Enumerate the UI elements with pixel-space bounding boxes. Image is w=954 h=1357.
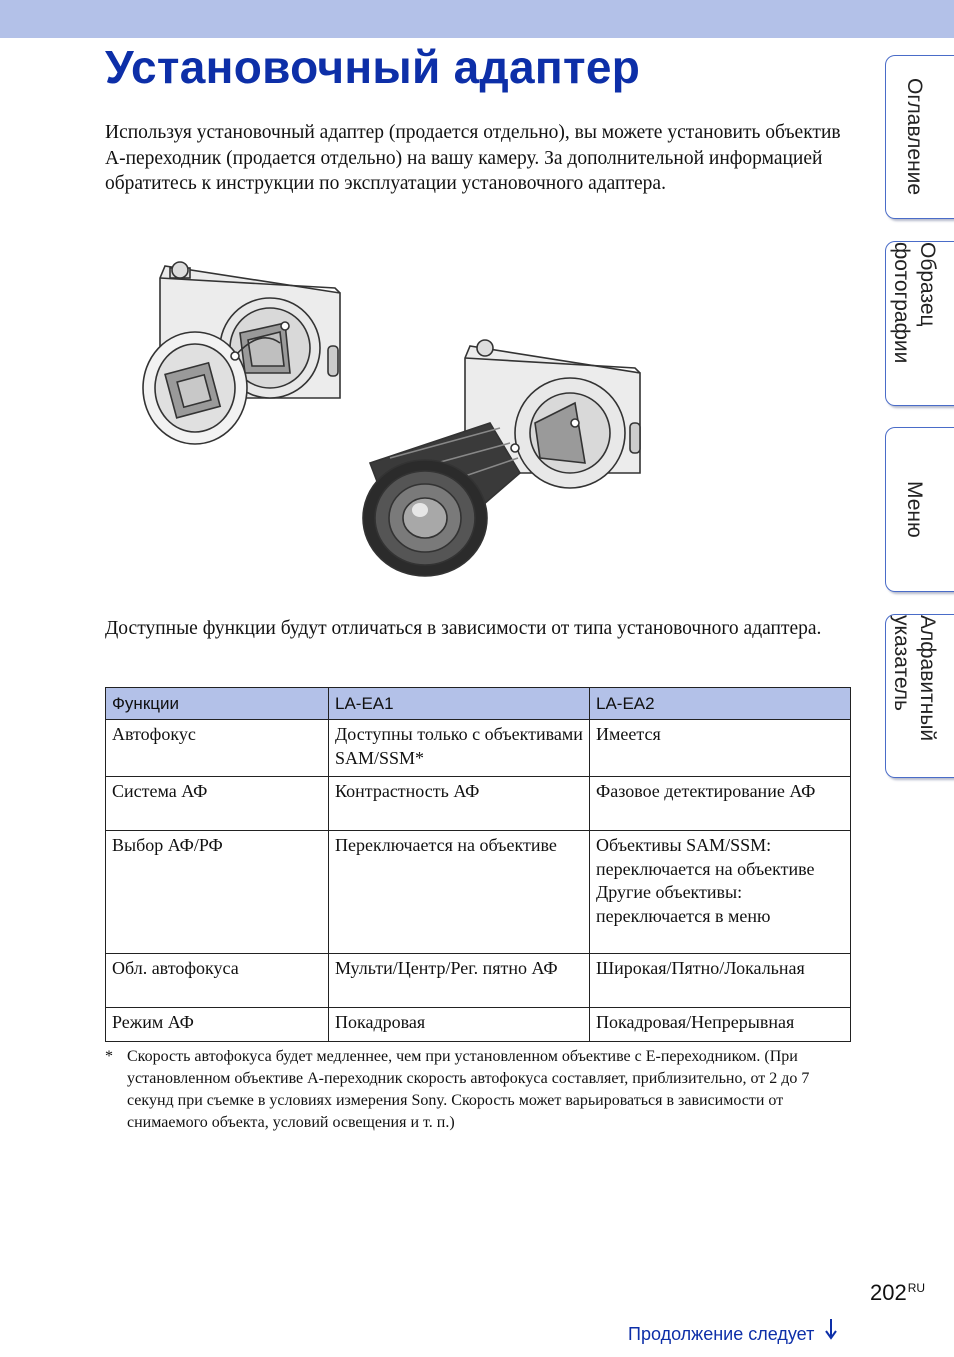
compatibility-paragraph: Доступные функции будут отличаться в зависимости от типа установочного адаптера. bbox=[105, 618, 822, 639]
footnote-mark: * bbox=[105, 1048, 113, 1065]
arrow-down-icon bbox=[825, 1318, 837, 1340]
table-cell: Обл. автофокуса bbox=[106, 954, 329, 1008]
table-cell: Доступны только с объективами SAM/SSM* bbox=[329, 720, 590, 777]
table-cell: Контрастность АФ bbox=[329, 777, 590, 831]
footnote bbox=[105, 1046, 855, 1134]
table-cell: Фазовое детектирование АФ bbox=[590, 777, 851, 831]
tab-sample-photos[interactable] bbox=[885, 241, 954, 406]
tab-contents[interactable] bbox=[885, 55, 954, 219]
tab-label: Меню bbox=[903, 481, 926, 538]
camera-with-adapter-drawing bbox=[143, 262, 340, 444]
table-row bbox=[106, 720, 851, 777]
tab-label: Оглавление bbox=[903, 78, 926, 196]
table-cell: Переключается на объективе bbox=[329, 831, 590, 954]
table-row bbox=[106, 831, 851, 954]
table-cell: Покадровая bbox=[329, 1008, 590, 1042]
page-title: Установочный адаптер bbox=[105, 41, 641, 93]
table-cell: Покадровая/Непрерывная bbox=[590, 1008, 851, 1042]
table-cell: Мульти/Центр/Рег. пятно АФ bbox=[329, 954, 590, 1008]
table-row bbox=[106, 777, 851, 831]
table-row bbox=[106, 954, 851, 1008]
column-header: Функции bbox=[106, 688, 329, 720]
column-header: LA-EA2 bbox=[590, 688, 851, 720]
column-header: LA-EA1 bbox=[329, 688, 590, 720]
table-cell: Система АФ bbox=[106, 777, 329, 831]
header-band bbox=[0, 0, 954, 38]
table-row bbox=[106, 1008, 851, 1042]
page-language-suffix: RU bbox=[907, 1280, 926, 1295]
intro-paragraph: Используя установочный адаптер (продается отдельно), вы можете установить объектив A-переходник (продается отдельно) на вашу камеру. За дополнительной информацией обратитесь к инструкции по эксплуатации установочного адаптера. bbox=[105, 122, 841, 194]
table-cell: Автофокус bbox=[106, 720, 329, 777]
page-number-value: 202 bbox=[870, 1280, 907, 1305]
table-cell: Объективы SAM/SSM: переключается на объективе Другие объективы: переключается в меню bbox=[590, 831, 851, 954]
continued-label: Продолжение следует bbox=[628, 1324, 815, 1344]
footnote-text: Скорость автофокуса будет медленнее, чем при установленном объективе с E-переходником. (При установленном объективе A-переходник скорость автофокуса составляет, приблизительно, от 2 до 7 секунд при съемке в условиях измерения Sony. Скорость может варьироваться в зависимости от снимаемого объекта, условий освещения и т. п.) bbox=[127, 1048, 810, 1131]
tab-label: Образец фотографии bbox=[890, 242, 939, 364]
table-header-row bbox=[106, 688, 851, 720]
tab-index[interactable] bbox=[885, 614, 954, 778]
table-cell: Режим АФ bbox=[106, 1008, 329, 1042]
adapter-illustration bbox=[130, 248, 670, 588]
page-number bbox=[870, 1280, 925, 1306]
functions-table bbox=[105, 687, 851, 1042]
table-cell: Широкая/Пятно/Локальная bbox=[590, 954, 851, 1008]
table-cell: Имеется bbox=[590, 720, 851, 777]
table-cell: Выбор АФ/РФ bbox=[106, 831, 329, 954]
tab-menu[interactable] bbox=[885, 427, 954, 592]
tab-label: Алфавитный указатель bbox=[890, 615, 939, 742]
camera-with-lens-drawing bbox=[363, 340, 640, 576]
continued-link[interactable] bbox=[628, 1318, 837, 1345]
